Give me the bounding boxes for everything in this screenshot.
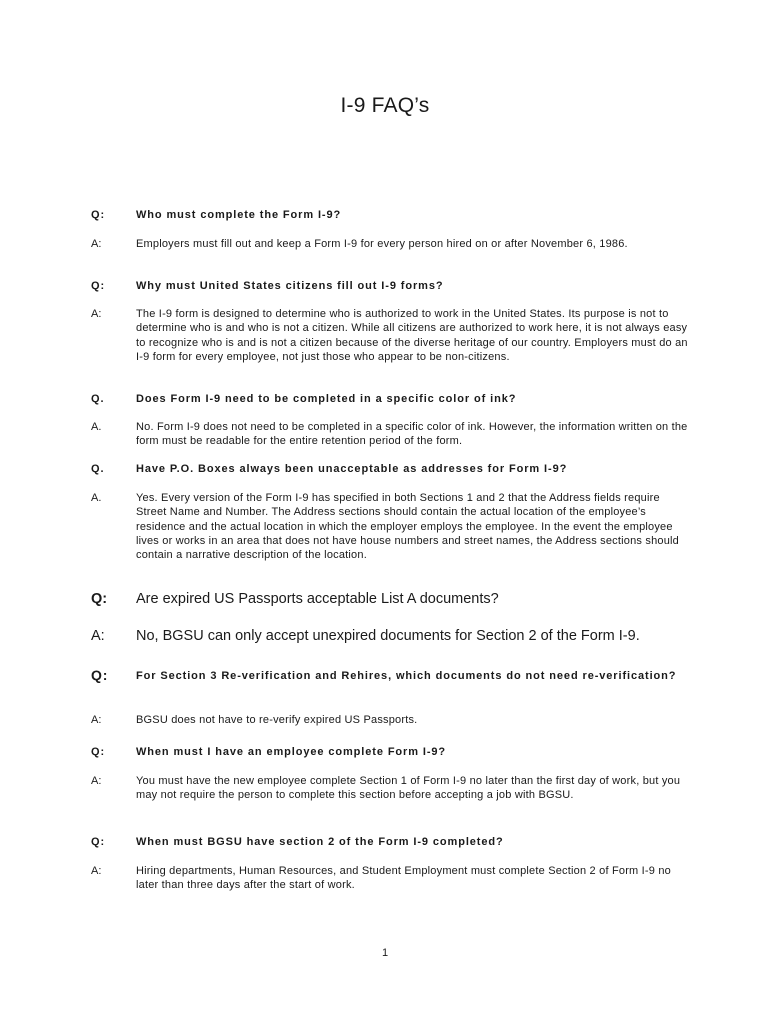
faq-answer: [91, 491, 691, 562]
question-text: When must BGSU have section 2 of the Form I-9 completed?: [136, 836, 504, 848]
question-label: Q:: [91, 746, 106, 758]
question-text: When must I have an employee complete Form I-9?: [136, 746, 447, 758]
answer-label: A:: [91, 775, 102, 787]
answer-text: Hiring departments, Human Resources, and Student Employment must complete Section 2 of Form I-9 no later than three days after the start of work.: [136, 865, 672, 892]
question-text: Why must United States citizens fill out I-9 forms?: [136, 280, 444, 292]
question-label: Q:: [91, 280, 106, 292]
answer-text: The I-9 form is designed to determine who is authorized to work in the United States. Its purpose is not to determine who is and who is not a citizen. While all citizens are authorized to work here, it is not always easy to recognize who is and is not a citizen because of the diverse heritage of our country. Employers must do an I-9 form for every employee, not just those who appear to be non-citizens.: [136, 308, 688, 363]
answer-label: A.: [91, 492, 102, 504]
question-label: Q:: [91, 836, 106, 848]
question-label: Q.: [91, 463, 105, 475]
answer-text: No, BGSU can only accept unexpired documents for Section 2 of the Form I-9.: [136, 628, 640, 644]
answer-text: No. Form I-9 does not need to be completed in a specific color of ink. However, the information written on the form must be readable for the entire retention period of the form.: [136, 421, 688, 448]
faq-question: [91, 392, 691, 406]
question-text: Who must complete the Form I-9?: [136, 209, 342, 221]
answer-label: A:: [91, 308, 102, 320]
page-title: I-9 FAQ’s: [340, 94, 430, 117]
faq-answer: [91, 627, 691, 645]
question-label: Q.: [91, 393, 105, 405]
faq-question: [91, 745, 691, 759]
faq-question: [91, 462, 691, 476]
question-text: Does Form I-9 need to be completed in a specific color of ink?: [136, 393, 517, 405]
faq-answer: [91, 864, 691, 893]
question-label: Q:: [91, 667, 109, 683]
question-text: Are expired US Passports acceptable List A documents?: [136, 591, 499, 607]
faq-question: [91, 590, 691, 608]
faq-question: [91, 279, 691, 293]
question-label: Q:: [91, 591, 108, 607]
answer-label: A:: [91, 628, 105, 644]
faq-answer: [91, 774, 691, 803]
faq-question: [91, 668, 691, 684]
question-label: Q:: [91, 209, 106, 221]
answer-text: BGSU does not have to re-verify expired US Passports.: [136, 714, 418, 726]
faq-question: [91, 208, 691, 222]
answer-text: You must have the new employee complete Section 1 of Form I-9 no later than the first day of work, but you may not require the person to complete this section before accepting a job with BGSU.: [136, 775, 681, 802]
faq-answer: [91, 420, 691, 449]
answer-label: A:: [91, 238, 102, 250]
question-text: For Section 3 Re-verification and Rehires, which documents do not need re-verification?: [136, 670, 677, 682]
faq-answer: [91, 713, 691, 727]
answer-text: Yes. Every version of the Form I-9 has specified in both Sections 1 and 2 that the Address fields require Street Name and Number. The Address sections should contain the actual location of the employee’s residence and the actual location in which the employer employs the employee. In the event the employee lives or works in an area that does not have house numbers and street names, the Address sections should contain a narrative description of the location.: [136, 492, 679, 562]
faq-answer: [91, 237, 691, 251]
answer-text: Employers must fill out and keep a Form I-9 for every person hired on or after November 6, 1986.: [136, 238, 628, 250]
page-number: 1: [381, 947, 389, 959]
question-text: Have P.O. Boxes always been unacceptable as addresses for Form I-9?: [136, 463, 568, 475]
answer-label: A:: [91, 865, 102, 877]
answer-label: A.: [91, 421, 102, 433]
faq-answer: [91, 307, 691, 364]
answer-label: A:: [91, 714, 102, 726]
faq-question: [91, 835, 691, 849]
